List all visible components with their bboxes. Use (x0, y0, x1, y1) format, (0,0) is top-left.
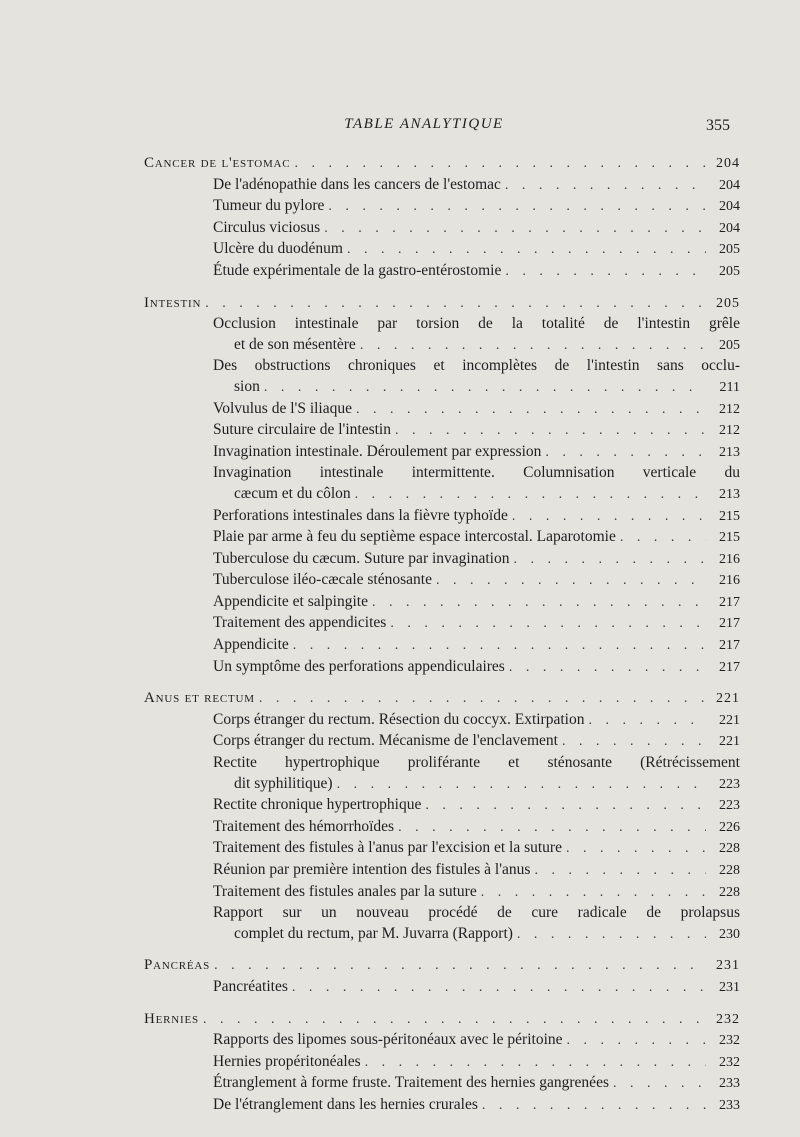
dot-leader (567, 1031, 706, 1052)
entry-page: 217 (719, 616, 740, 632)
dot-leader (214, 956, 706, 977)
entry-text: sion (234, 377, 260, 395)
dot-leader (513, 550, 706, 571)
entry-page: 215 (719, 508, 740, 524)
dot-leader (517, 925, 706, 946)
toc-entry-line (144, 218, 740, 240)
toc-section (144, 293, 740, 679)
section-title: Intestin (144, 294, 202, 311)
toc-entry-line (144, 592, 740, 614)
section-title: Anus et rectum (144, 690, 255, 707)
table-of-contents (144, 153, 740, 1127)
entry-page: 204 (719, 199, 740, 215)
entry-text: Étude expérimentale de la gastro-entérostomie (213, 261, 502, 279)
entry-page: 221 (719, 734, 740, 750)
dot-leader (620, 528, 706, 549)
toc-entry-line (144, 977, 740, 999)
entry-text: Traitement des fistules à l'anus par l'excision et la suture (213, 839, 562, 857)
entry-page: 213 (719, 444, 740, 460)
toc-entry-line (144, 753, 740, 774)
entry-text: Volvulus de l'S iliaque (213, 399, 352, 417)
toc-entry-line (144, 1052, 740, 1074)
entry-text: Perforations intestinales dans la fièvre typhoïde (213, 506, 508, 524)
entry-text: Des obstructions chroniques et incomplètes de l'intestin sans occlu- (213, 357, 740, 375)
toc-entry-line (144, 239, 740, 261)
entry-text: Traitement des fistules anales par la suture (213, 882, 477, 900)
dot-leader (512, 507, 706, 528)
entry-text: Tumeur du pylore (213, 197, 325, 215)
toc-entry-line (144, 838, 740, 860)
section-title: Pancréas (144, 957, 211, 974)
dot-leader (324, 219, 706, 240)
toc-section (144, 955, 740, 998)
toc-entry-line (144, 549, 740, 571)
entry-page: 230 (719, 926, 740, 942)
toc-entry-line (144, 882, 740, 904)
dot-leader (398, 818, 706, 839)
dot-leader (347, 240, 706, 261)
entry-page: 228 (719, 841, 740, 857)
entry-text: Appendicite et salpingite (213, 592, 368, 610)
entry-text: Invagination intestinale intermittente. Columnisation verticale du (213, 464, 740, 482)
dot-leader (365, 1053, 706, 1074)
entry-text: Corps étranger du rectum. Mécanisme de l'enclavement (213, 732, 558, 750)
entry-text: Tuberculose du cæcum. Suture par invagination (213, 549, 510, 567)
dot-leader (395, 421, 706, 442)
section-page: 204 (716, 156, 740, 171)
section-title: Cancer de l'estomac (144, 155, 291, 171)
toc-entry-line (144, 484, 740, 506)
toc-entry-line (144, 774, 740, 796)
toc-entry-line (144, 924, 740, 946)
entry-text: Suture circulaire de l'intestin (213, 421, 391, 439)
toc-entry-line (144, 420, 740, 442)
dot-leader (509, 658, 706, 679)
entry-text: Corps étranger du rectum. Résection du coccyx. Extirpation (213, 710, 585, 728)
dot-leader (613, 1074, 706, 1095)
toc-section (144, 688, 740, 945)
toc-entry-line (144, 1073, 740, 1095)
toc-entry-line (144, 903, 740, 924)
entry-page: 215 (719, 530, 740, 546)
dot-leader (264, 378, 706, 399)
entry-text: Traitement des hémorrhoïdes (213, 817, 395, 835)
entry-text: Hernies propéritonéales (213, 1052, 361, 1070)
section-heading (144, 688, 740, 710)
dot-leader (259, 689, 706, 710)
toc-entry-line (144, 314, 740, 335)
entry-page: 216 (719, 573, 740, 589)
page-number: 355 (706, 117, 730, 134)
entry-text: Réunion par première intention des fistules à l'anus (213, 861, 531, 878)
entry-page: 226 (719, 819, 740, 835)
entry-page: 231 (719, 979, 740, 995)
dot-leader (481, 883, 706, 904)
entry-page: 232 (719, 1054, 740, 1070)
entry-text: et de son mésentère (234, 335, 356, 353)
toc-entry-line (144, 377, 740, 399)
dot-leader (372, 593, 706, 614)
entry-text: Rectite hypertrophique proliférante et sténosante (Rétrécissement (213, 754, 740, 772)
dot-leader (292, 978, 706, 999)
dot-leader (566, 839, 706, 860)
toc-entry-line (144, 356, 740, 377)
section-page: 221 (716, 691, 740, 707)
toc-entry-line (144, 399, 740, 421)
entry-page: 221 (719, 712, 740, 728)
entry-text: cæcum et du côlon (234, 484, 351, 502)
dot-leader (425, 796, 706, 817)
section-title: Hernies (144, 1010, 199, 1027)
entry-page: 204 (719, 177, 740, 193)
section-heading (144, 955, 740, 977)
dot-leader (588, 711, 706, 732)
section-heading (144, 1009, 740, 1031)
entry-text: Traitement des appendicites (213, 614, 387, 632)
dot-leader (562, 732, 706, 753)
entry-page: 233 (719, 1097, 740, 1113)
entry-text: Ulcère du duodénum (213, 240, 343, 258)
entry-page: 216 (719, 551, 740, 567)
entry-text: Pancréatites (213, 977, 288, 995)
toc-entry-line (144, 657, 740, 679)
dot-leader (203, 1010, 706, 1031)
toc-entry-line (144, 196, 740, 218)
entry-page: 213 (719, 486, 740, 502)
section-page: 205 (716, 295, 740, 311)
toc-entry-line (144, 261, 740, 283)
toc-entry-line (144, 570, 740, 592)
entry-page: 205 (719, 337, 740, 353)
entry-text: Appendicite (213, 636, 289, 654)
entry-page: 217 (719, 594, 740, 610)
entry-page: 228 (719, 863, 740, 878)
toc-entry-line (144, 506, 740, 528)
entry-page: 212 (719, 423, 740, 439)
entry-text: complet du rectum, par M. Juvarra (Rapport) (234, 924, 513, 942)
entry-text: Étranglement à forme fruste. Traitement des hernies gangrenées (213, 1074, 609, 1092)
entry-text: Rapport sur un nouveau procédé de cure radicale de prolapsus (213, 904, 740, 922)
dot-leader (482, 1096, 706, 1117)
dot-leader (294, 154, 706, 175)
toc-section (144, 1009, 740, 1117)
toc-entry-line (144, 710, 740, 732)
toc-section (144, 153, 740, 283)
entry-text: dit syphilitique) (234, 774, 333, 792)
entry-text: Invagination intestinale. Déroulement par expression (213, 442, 542, 460)
toc-entry-line (144, 1095, 740, 1117)
entry-page: 204 (719, 220, 740, 236)
toc-entry-line (144, 613, 740, 635)
entry-page: 205 (719, 263, 740, 279)
dot-leader (545, 443, 706, 464)
section-heading (144, 153, 740, 175)
dot-leader (534, 861, 706, 882)
toc-entry-line (144, 463, 740, 484)
section-page: 232 (716, 1011, 740, 1027)
toc-entry-line (144, 635, 740, 657)
entry-page: 232 (719, 1033, 740, 1049)
dot-leader (505, 262, 706, 283)
entry-page: 228 (719, 884, 740, 900)
section-page: 231 (716, 958, 740, 974)
entry-page: 223 (719, 798, 740, 814)
entry-page: 233 (719, 1076, 740, 1092)
entry-page: 211 (719, 379, 740, 395)
dot-leader (390, 614, 706, 635)
dot-leader (360, 336, 706, 357)
section-heading (144, 293, 740, 315)
entry-page: 223 (719, 776, 740, 792)
toc-entry-line (144, 731, 740, 753)
entry-page: 217 (719, 659, 740, 675)
toc-entry-line (144, 527, 740, 549)
dot-leader (337, 775, 706, 796)
dot-leader (356, 400, 706, 421)
entry-text: Rectite chronique hypertrophique (213, 796, 422, 814)
entry-text: De l'adénopathie dans les cancers de l'estomac (213, 175, 501, 193)
entry-page: 217 (719, 638, 740, 654)
entry-text: Plaie par arme à feu du septième espace intercostal. Laparotomie (213, 528, 616, 546)
entry-page: 212 (719, 401, 740, 417)
dot-leader (205, 294, 706, 315)
entry-text: Un symptôme des perforations appendiculaires (213, 657, 505, 675)
entry-text: Rapports des lipomes sous-péritonéaux avec le péritoine (213, 1031, 563, 1049)
entry-text: Tuberculose iléo-cæcale sténosante (213, 571, 432, 589)
toc-entry-line (144, 442, 740, 464)
toc-entry-line (144, 1030, 740, 1052)
toc-entry-line (144, 175, 740, 197)
toc-entry-line (144, 817, 740, 839)
toc-entry-line (144, 335, 740, 357)
toc-entry-line (144, 795, 740, 817)
entry-text: Occlusion intestinale par torsion de la totalité de l'intestin grêle (213, 315, 740, 333)
dot-leader (505, 176, 706, 197)
running-title: TABLE ANALYTIQUE (344, 116, 504, 132)
dot-leader (293, 636, 706, 657)
dot-leader (436, 571, 706, 592)
entry-text: De l'étranglement dans les hernies crurales (213, 1095, 478, 1113)
dot-leader (328, 197, 706, 218)
entry-page: 205 (719, 242, 740, 258)
toc-entry-line (144, 860, 740, 882)
dot-leader (355, 485, 706, 506)
entry-text: Circulus viciosus (213, 218, 321, 236)
